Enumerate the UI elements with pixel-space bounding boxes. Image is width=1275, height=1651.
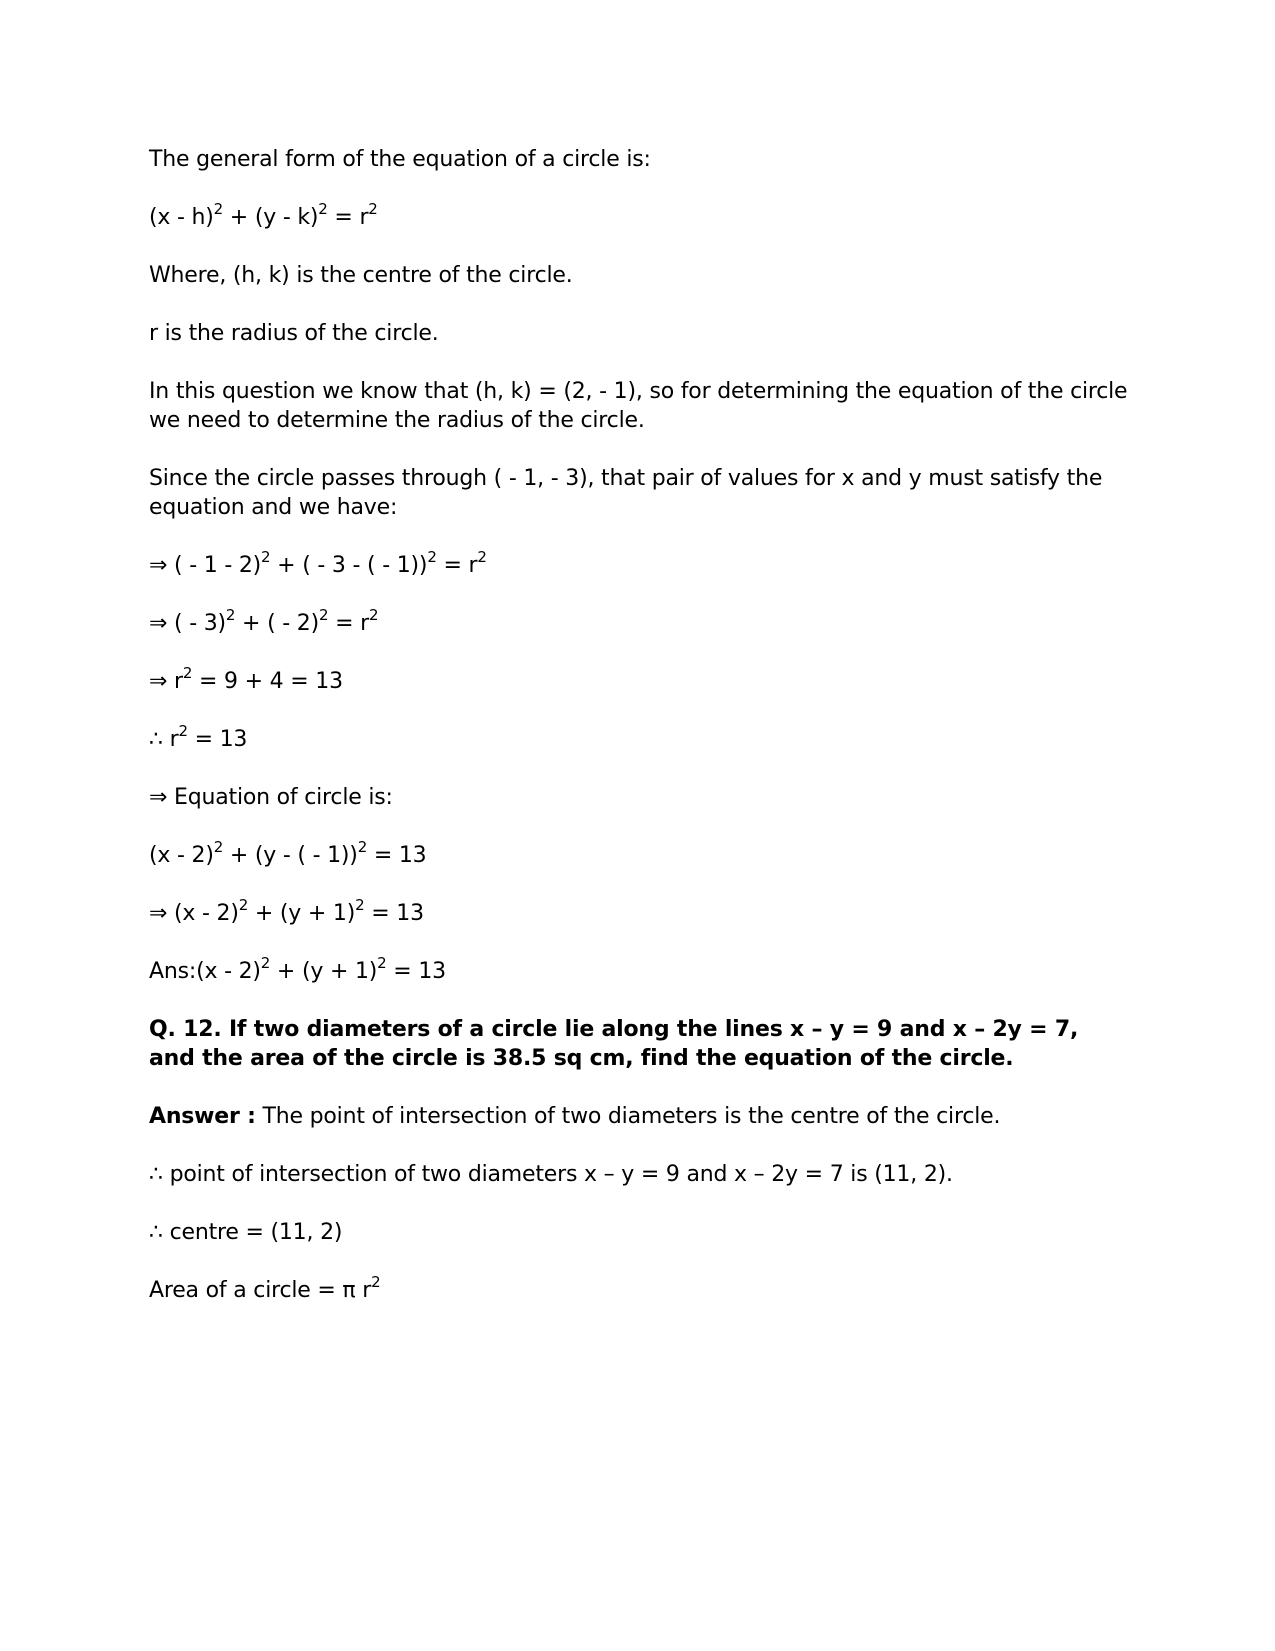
superscript: 2	[318, 605, 329, 624]
equation-part: = 13	[367, 843, 427, 868]
superscript: 2	[178, 721, 188, 740]
equation-part: = 13	[187, 727, 248, 752]
step-7	[149, 895, 1129, 928]
answer-12	[149, 1102, 1129, 1131]
superscript: 2	[355, 895, 365, 914]
equation-part: (x - h)	[149, 205, 214, 230]
point-condition-text: Since the circle passes through ( - 1, - 3), that pair of values for x and y must satisfy the equation and we have:	[149, 466, 1103, 520]
superscript: 2	[357, 837, 368, 856]
step-2	[149, 605, 1129, 638]
intro-text: The general form of the equation of a circle is:	[149, 147, 651, 172]
superscript: 2	[477, 547, 487, 566]
equation-part: = 13	[364, 901, 424, 926]
step-6	[149, 837, 1129, 870]
equation-part: + (y - ( - 1))	[223, 843, 358, 868]
superscript: 2	[238, 895, 249, 914]
equation-part: + (y + 1)	[248, 901, 356, 926]
superscript: 2	[371, 1272, 381, 1291]
superscript: 2	[182, 663, 193, 682]
step-5: ⇒ Equation of circle is:	[149, 785, 393, 810]
step-4	[149, 721, 1129, 754]
equation-part: (x - 2)	[149, 843, 214, 868]
superscript: 2	[261, 547, 271, 566]
equation-part: = r	[328, 611, 369, 636]
answer-line	[149, 953, 1129, 986]
superscript: 2	[213, 199, 223, 218]
superscript: 2	[213, 837, 224, 856]
area-formula	[149, 1272, 1129, 1305]
superscript: 2	[225, 605, 236, 624]
equation-part: + ( - 3 - ( - 1))	[270, 553, 428, 578]
superscript: 2	[377, 953, 387, 972]
step-1	[149, 547, 1129, 580]
answer-label: Answer :	[149, 1104, 256, 1129]
answer-text: The point of intersection of two diameters is the centre of the circle.	[255, 1104, 1001, 1129]
equation-part: = r	[436, 553, 478, 578]
equation-part: = 9 + 4 = 13	[192, 669, 343, 694]
step-3	[149, 663, 1129, 696]
question-12: Q. 12. If two diameters of a circle lie along the lines x – y = 9 and x – 2y = 7, and the area of the circle is 38.5 sq cm, find the equation of the circle.	[149, 1017, 1079, 1071]
superscript: 2	[427, 547, 437, 566]
equation-part: ⇒ ( - 3)	[149, 611, 226, 636]
equation-part: = r	[327, 205, 369, 230]
equation-part: + (y - k)	[223, 205, 319, 230]
equation-part: ⇒ ( - 1 - 2)	[149, 553, 262, 578]
equation-part: ⇒ (x - 2)	[149, 901, 239, 926]
equation-part: ⇒ r	[149, 669, 183, 694]
given-centre-text: In this question we know that (h, k) = (2, - 1), so for determining the equation of the circle we need to determine the radius of the circle.	[149, 379, 1128, 433]
superscript: 2	[318, 199, 328, 218]
intersection-line: ∴ point of intersection of two diameters x – y = 9 and x – 2y = 7 is (11, 2).	[149, 1162, 953, 1187]
equation-part: + (y + 1)	[270, 959, 378, 984]
centre-definition: Where, (h, k) is the centre of the circle.	[149, 263, 573, 288]
equation-part: = 13	[386, 959, 446, 984]
superscript: 2	[260, 953, 271, 972]
equation-part: + ( - 2)	[235, 611, 319, 636]
equation-part: ∴ r	[149, 727, 179, 752]
equation-part: Area of a circle = π r	[149, 1278, 372, 1303]
equation-part: Ans:(x - 2)	[149, 959, 261, 984]
centre-line: ∴ centre = (11, 2)	[149, 1220, 343, 1245]
radius-definition: r is the radius of the circle.	[149, 321, 439, 346]
superscript: 2	[368, 199, 378, 218]
general-equation	[149, 199, 1129, 232]
superscript: 2	[369, 605, 379, 624]
document-page	[149, 145, 1129, 1334]
